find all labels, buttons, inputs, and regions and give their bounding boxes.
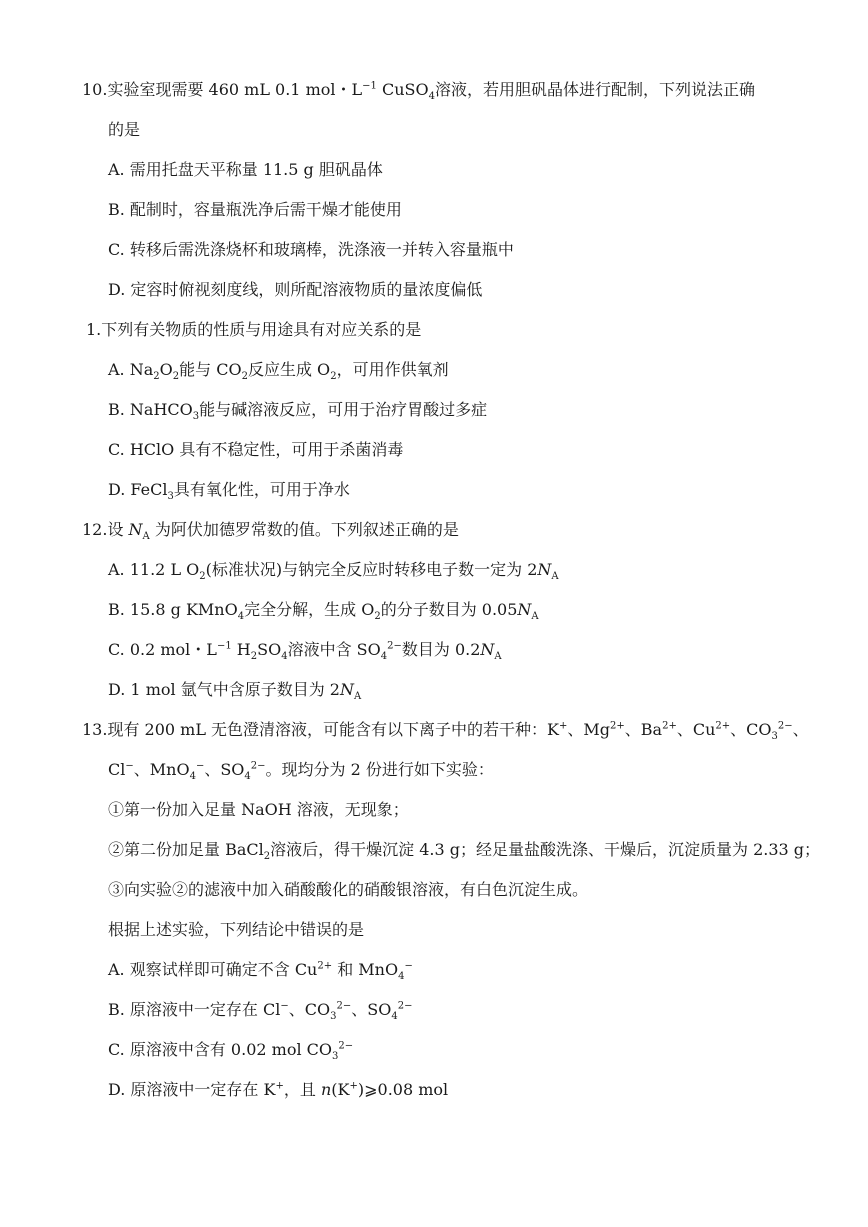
q10-option-d: D. 定容时俯视刻度线，则所配溶液物质的量浓度偏低	[108, 280, 483, 299]
q13-option-d: D. 原溶液中一定存在 K+，且 n(K+)⩾0.08 mol	[108, 1080, 449, 1099]
q12-option-a: A. 11.2 L $O_2$(标准状况)与钠完全反应时转移电子数一定为 $2N_A$	[108, 560, 559, 583]
q10-option-b: B. 配制时，容量瓶洗净后需干燥才能使用	[108, 200, 402, 219]
q11-stem: 1.下列有关物质的性质与用途具有对应关系的是	[86, 320, 422, 339]
q12-stem: 12.设 $N_A$ 为阿伏加德罗常数的值。下列叙述正确的是	[82, 520, 459, 543]
q12-option-c: C. 0.2 mol・$L^{-1}$ $H_2SO_4$溶液中含 $SO_4^{2-}$数目为 $0.2N_A$	[108, 640, 502, 663]
q13-stem-line1: 13.现有 200 mL 无色澄清溶液，可能含有以下离子中的若干种：K+、$Mg^{2+}$、$Ba^{2+}$、$Cu^{2+}$、$CO_3^{2-}$、	[82, 720, 809, 743]
q11-option-a: A. $Na_2O_2$能与 $CO_2$反应生成 $O_2$，可用作供氧剂	[108, 360, 449, 383]
q12-option-d: D. 1 mol 氩气中含原子数目为 $2N_A$	[108, 680, 362, 703]
q13-option-c: C. 原溶液中含有 0.02 mol $CO_3^{2-}$	[108, 1040, 354, 1063]
q13-stem-line2: Cl−、MnO$_4$−、$SO_4^{2-}$。现均分为 2 份进行如下实验：	[108, 760, 494, 783]
q10-option-c: C. 转移后需洗涤烧杯和玻璃棒，洗涤液一并转入容量瓶中	[108, 240, 514, 259]
q13-option-a: A. 观察试样即可确定不含 $Cu^{2+}$ 和 MnO$_4$−	[108, 960, 413, 983]
q13-question: 根据上述实验，下列结论中错误的是	[108, 920, 365, 939]
q10-stem: 10.实验室现需要 460 mL 0.1 mol・$L^{-1}$ CuSO$_4$溶液，若用胆矾晶体进行配制，下列说法正确	[82, 80, 755, 103]
q11-option-d: D. FeCl$_3$具有氧化性，可用于净水	[108, 480, 350, 503]
q11-option-c: C. HClO 具有不稳定性，可用于杀菌消毒	[108, 440, 404, 459]
q13-experiment-3: ③向实验②的滤液中加入硝酸酸化的硝酸银溶液，有白色沉淀生成。	[108, 880, 589, 899]
q10-option-a: A. 需用托盘天平称量 11.5 g 胆矾晶体	[108, 160, 383, 179]
q12-option-b: B. 15.8 g KMnO$_4$完全分解，生成 $O_2$的分子数目为 $0.05N_A$	[108, 600, 539, 623]
q13-experiment-1: ①第一份加入足量 NaOH 溶液，无现象；	[108, 800, 409, 819]
q13-option-b: B. 原溶液中一定存在 Cl−、$CO_3^{2-}$、$SO_4^{2-}$	[108, 1000, 413, 1023]
q13-experiment-2: ②第二份加足量 BaCl$_2$溶液后，得干燥沉淀 4.3 g；经足量盐酸洗涤、干燥后，沉淀质量为 2.33 g；	[108, 840, 821, 863]
q11-option-b: B. NaHCO$_3$能与碱溶液反应，可用于治疗胃酸过多症	[108, 400, 488, 423]
q10-stem-cont: 的是	[108, 120, 141, 139]
